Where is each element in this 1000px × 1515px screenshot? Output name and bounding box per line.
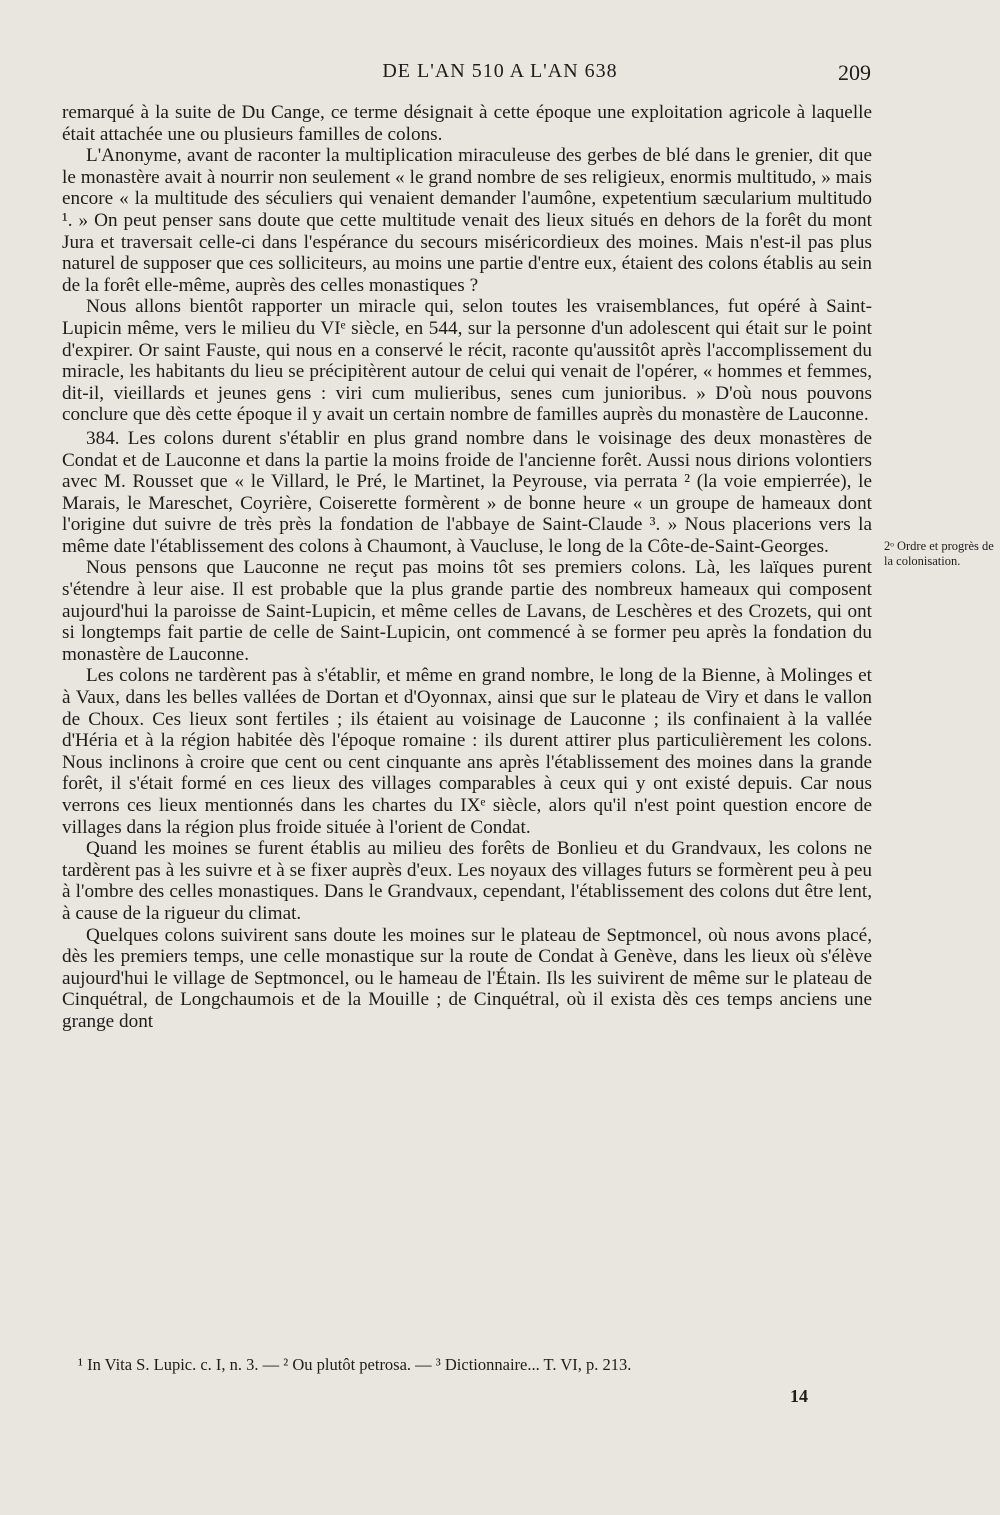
paragraph-4-section-384: 384. Les colons durent s'établir en plus grand nombre dans le voisinage des deux monastères de Condat et de Lauconne et dans la partie la moins froide de l'ancienne forêt. Aussi nous dirions volontiers avec M. Rousset que « le Villard, le Pré, le Martinet, la Peyrouse, via perrata ² (la voie empierrée), le Marais, le Mareschet, Coyrière, Coiserette formèrent » de bonne heure « un groupe de hameaux dont l'origine dut suivre de très près la fondation de l'abbaye de Saint-Claude ³. » Nous placerions vers la même date l'établissement des colons à Chaumont, à Vaucluse, le long de la Côte-de-Saint-Georges.	[62, 427, 872, 557]
paragraph-8: Quelques colons suivirent sans doute les moines sur le plateau de Septmoncel, où nous avons placé, dès les premiers temps, une celle monastique sur la route de Condat à Genève, dans les lieux où s'élève aujourd'hui le village de Septmoncel, ou le hameau de l'Étain. Ils les suivirent de même sur le plateau de Cinquétral, de Longchaumois et de la Mouille ; de Cinquétral, où il exista dès ces temps anciens une grange dont	[62, 924, 872, 1032]
signature-mark: 14	[790, 1386, 808, 1406]
running-head: DE L'AN 510 A L'AN 638	[382, 60, 618, 82]
margin-note: 2ᵒ Ordre et progrès de la colonisation.	[884, 539, 994, 568]
paragraph-5: Nous pensons que Lauconne ne reçut pas moins tôt ses premiers colons. Là, les laïques purent s'étendre à leur aise. Il est probable que la plus grande partie des nombreux hameaux qui composent aujourd'hui la paroisse de Saint-Lupicin, et même celles de Lavans, de Leschères et des Crozets, qui ont si longtemps fait partie de celle de Saint-Lupicin, ont commencé à se former peu après la fondation du monastère de Lauconne.	[62, 557, 872, 665]
paragraph-7: Quand les moines se furent établis au milieu des forêts de Bonlieu et du Grandvaux, les colons ne tardèrent pas à les suivre et à se fixer auprès d'eux. Les noyaux des villages futurs se formèrent peu à peu à l'ombre des celles monastiques. Dans le Grandvaux, cependant, l'établissement des colons dut être lent, à cause de la rigueur du climat.	[62, 838, 872, 924]
paragraph-3: Nous allons bientôt rapporter un miracle qui, selon toutes les vraisemblances, fut opéré à Saint-Lupicin même, vers le milieu du VIᵉ siècle, en 544, sur la personne d'un adolescent qui était sur le point d'expirer. Or saint Fauste, qui nous en a conservé le récit, raconte qu'aussitôt après l'accomplissement du miracle, les habitants du lieu se précipitèrent autour de celui qui venait de l'opérer, « hommes et femmes, dit-il, vieillards et jeunes gens : viri cum mulieribus, senes cum junioribus. » D'où nous pouvons conclure que dès cette époque il y avait un certain nombre de familles auprès du monastère de Lauconne.	[62, 296, 872, 426]
paragraph-6: Les colons ne tardèrent pas à s'établir, et même en grand nombre, le long de la Bienne, à Molinges et à Vaux, dans les belles vallées de Dortan et d'Oyonnax, ainsi que sur le plateau de Viry et dans le vallon de Choux. Ces lieux sont fertiles ; ils étaient au voisinage de Lauconne ; ils confinaient à la vallée d'Héria et à la région habitée dès l'époque romaine : ils durent attirer plus particulièrement les colons. Nous inclinons à croire que cent ou cent cinquante ans après l'établissement des moines dans la grande forêt, il s'était formé en ces lieux des villages comparables à ceux qui y ont existé depuis. Car nous verrons ces lieux mentionnés dans les chartes du IXᵉ siècle, alors qu'il n'est point question encore de villages dans la région plus froide située à l'orient de Condat.	[62, 665, 872, 838]
footnotes: ¹ In Vita S. Lupic. c. I, n. 3. — ² Ou plutôt petrosa. — ³ Dictionnaire... T. VI, p. 213.	[78, 1355, 632, 1374]
paragraph-1: remarqué à la suite de Du Cange, ce terme désignait à cette époque une exploitation agricole à laquelle était attachée une ou plusieurs familles de colons.	[62, 102, 872, 145]
main-text	[62, 102, 872, 1033]
paragraph-2: L'Anonyme, avant de raconter la multiplication miraculeuse des gerbes de blé dans le grenier, dit que le monastère avait à nourrir non seulement « le grand nombre de ses religieux, enormis multitudo, » mais encore « la multitude des séculiers qui venaient demander l'aumône, expetentium sæcularium multitudo ¹. » On peut penser sans doute que cette multitude venait des lieux situés en dehors de la forêt du mont Jura et traversait celle-ci dans l'espérance du secours miséricordieux des moines. Mais n'est-il pas plus naturel de supposer que ces solliciteurs, au moins une partie d'entre eux, étaient des colons établis au sein de la forêt elle-même, auprès des celles monastiques ?	[62, 145, 872, 296]
page-number: 209	[838, 60, 871, 85]
